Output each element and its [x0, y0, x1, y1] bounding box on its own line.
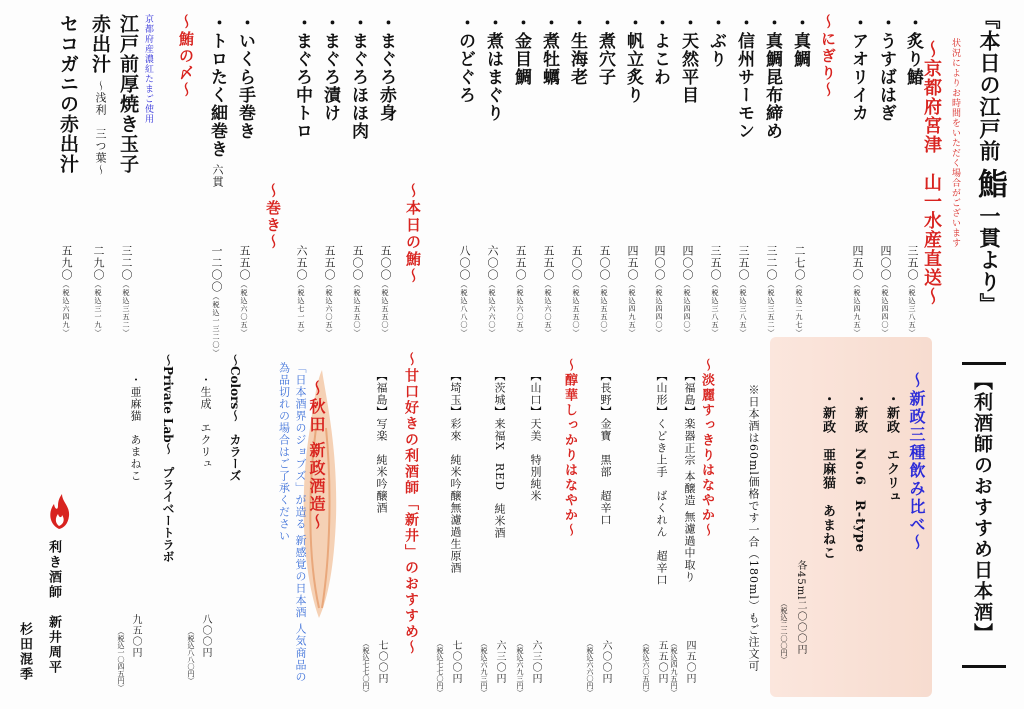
menu-item-price: 五五〇（税込六〇五） [514, 245, 527, 337]
flight-price: 各45ml二〇〇〇円 [795, 560, 806, 656]
lab-price: 九五〇円 [130, 614, 141, 658]
menu-item-tax: （税込五五〇） [572, 281, 580, 337]
sake-tax: （税込六〇五円） [642, 640, 650, 696]
menu-item-price: 三二〇（税込三五二） [765, 245, 778, 337]
lab-title: 〜Private Lab〜 プライベートラボ [161, 354, 175, 563]
sake-price: 六三〇円 [494, 640, 505, 684]
sake-item: 【福島】楽器正宗 本醸造 無濾過中取り [683, 370, 696, 583]
colors-title: 〜Colors〜 カラーズ [228, 354, 242, 482]
menu-item-price: 三二〇（税込三五二） [120, 245, 133, 337]
menu-item-tax: （税込四四〇） [683, 281, 691, 337]
menu-item-tax: （税込三八五） [711, 281, 719, 337]
sake-item: 【山口】天美 特別純米 [529, 370, 542, 502]
cat-light: 〜淡麗すっきりはなやか〜 [699, 358, 714, 538]
menu-item-price: 五五〇（税込六〇五） [542, 245, 555, 337]
menu-item-price: 六五〇（税込七一五） [295, 245, 308, 337]
menu-item-price: 四〇〇（税込四四〇） [653, 245, 666, 337]
akita-label: 〜秋田 新政酒造〜 [307, 380, 326, 532]
menu-item-tax: （税込七一五） [297, 281, 305, 337]
menu-item-price: 四五〇（税込四九五） [626, 245, 639, 337]
menu-item-price: 五〇〇（税込五五〇） [570, 245, 583, 337]
menu-item-price: 五〇〇（税込五五〇） [598, 245, 611, 337]
menu-item-suffix: 〜浅利 三つ葉〜 [94, 80, 107, 176]
sake-tax: （税込六九三円） [516, 640, 524, 696]
menu-item-tax: （税込六〇五） [544, 281, 552, 337]
sake-note: ※日本酒は60ml価格です一合（180ml）もご注文可 [747, 384, 760, 672]
sake-price: 五五〇円 [656, 640, 667, 684]
menu-item-name: ・まぐろ赤身 [376, 14, 396, 122]
menu-item-name: ・真鯛昆布締め [762, 14, 782, 140]
menu-item-tax: （税込三五二） [767, 281, 775, 337]
menu-item-name: ・信州サーモン [734, 14, 754, 140]
menu-item-price: 二七〇（税込二九七） [793, 245, 806, 337]
menu-item-name: ・まぐろほほ肉 [348, 14, 368, 140]
menu-item-name: ・煮牡蠣 [539, 14, 559, 86]
sushi-kanji-brush: 鮨 [972, 168, 1007, 199]
sake-price: 四五〇円 [684, 640, 695, 684]
sake-price: 七〇〇円 [376, 640, 387, 684]
section-tuna: 〜本日の鮪〜 [404, 183, 422, 285]
menu-item-name: ・天然平目 [678, 14, 698, 104]
menu-item-price: 五五〇（税込六〇五） [238, 245, 251, 337]
signature-role: 利き酒師 新井周平 [46, 540, 61, 675]
menu-item-name: ・炙り鰆 [903, 14, 923, 86]
menu-item-tax: （税込八八〇） [460, 281, 468, 337]
sake-item: 【福島】写楽 純米吟醸酒 [375, 370, 388, 514]
menu-item-tax: （税込五五〇） [600, 281, 608, 337]
sake-tax: （税込六九三円） [480, 640, 488, 696]
section-shime: 〜鮪の〆〜 [177, 14, 195, 99]
menu-item-price: 三五〇（税込三八五） [737, 245, 750, 337]
menu-item-tax: （税込六〇五） [516, 281, 524, 337]
sake-price: 六〇〇円 [600, 640, 611, 684]
menu-item-price: 四〇〇（税込四四〇） [879, 245, 892, 337]
sake-price: 七〇〇円 [450, 640, 461, 684]
sake-item: 【埼玉】彩來 純米吟醸無濾過生原酒 [449, 370, 462, 574]
menu-item-price: 三五〇（税込三八五） [709, 245, 722, 337]
menu-item-price: 五〇〇（税込五五〇） [379, 245, 392, 337]
menu-item-price: 四五〇（税込四九五） [851, 245, 864, 337]
menu-item-price: 四〇〇（税込四四〇） [681, 245, 694, 337]
menu-item-tax: （税込六〇五） [325, 281, 333, 337]
colors-price: 八〇〇円 [200, 614, 211, 658]
menu-item-name: ・金目鯛 [511, 14, 531, 86]
menu-item-tax: （税込五五〇） [381, 281, 389, 337]
menu-item-name: セコガニの赤出汁 [57, 14, 79, 174]
section-nigiri: 〜にぎり〜 [819, 14, 837, 99]
flight-item: ・新政 亜麻猫 あまねこ [820, 392, 835, 560]
section-kyoto: 〜京都府宮津 山一水産直送〜 [921, 40, 942, 306]
flight-item: ・新政 エクリュ [884, 392, 899, 504]
cat-sweet: 〜甘口好きの利酒師「新井」のおすすめ〜 [403, 352, 419, 656]
menu-item-tax: （税込四九五） [853, 281, 861, 337]
menu-item-name: ・よこわ [650, 14, 670, 86]
sake-item: 【長野】金寶 黒部 超辛口 [599, 370, 612, 526]
menu-item-name: ・まぐろ中トロ [292, 14, 312, 140]
menu-item-price: 二九〇（税込三一九） [92, 245, 105, 337]
menu-item-tax: （税込五五〇） [353, 281, 361, 337]
menu-item-suffix: 六貫 [211, 164, 224, 188]
flight-tax: （税込二二〇〇円） [780, 600, 788, 663]
menu-item-tax: （税込三五二） [122, 281, 130, 337]
section-maki: 〜巻き〜 [264, 183, 282, 251]
menu-item-tax: （税込六六〇） [488, 281, 496, 337]
sake-tax: （税込七七〇円） [436, 640, 444, 696]
sake-item: 【山形】くどき上手 ばくれん 超辛口 [655, 370, 668, 586]
sake-price: 六三〇円 [530, 640, 541, 684]
signature-artist: 杉田混季 [17, 622, 32, 682]
menu-item-price: 五五〇（税込六〇五） [323, 245, 336, 337]
menu-item-tax: （税込六〇五） [240, 281, 248, 337]
lab-item: ・亜麻猫 あまねこ [129, 374, 142, 482]
menu-item-tax: （税込四四〇） [881, 281, 889, 337]
menu-item-tax: （税込三一九） [94, 281, 102, 337]
menu-item-tax: （税込四九五） [628, 281, 636, 337]
colors-item: ・生成 エクリュ [199, 374, 212, 470]
menu-item-name: ・アオリイカ [848, 14, 868, 122]
menu-item-tax: （税込四四〇） [655, 281, 663, 337]
title-note: 状況によりお時間をいただく場合がございます [950, 38, 960, 248]
colors-tax: （税込八八〇円） [187, 628, 195, 684]
menu-item-tax: （税込一三二〇） [212, 293, 220, 357]
sake-box-title-frame [962, 362, 1006, 668]
flight-title: 〜新政三種飲み比べ〜 [907, 372, 926, 552]
sake-tax: （税込四九五円） [670, 640, 678, 696]
sake-tax: （税込七七〇円） [362, 640, 370, 696]
flame-logo [46, 494, 72, 534]
menu-item-tax: （税込三八五） [908, 281, 916, 337]
menu-item-name: ・いくら手巻き [235, 14, 255, 140]
menu-item-name: ・ぶり [706, 14, 726, 68]
menu-item-name: ・帆立炙り [623, 14, 643, 104]
tamago-note: 京都府産濃紅たまご使用 [143, 14, 153, 124]
sake-tax: （税込六六〇円） [586, 640, 594, 696]
menu-item-name: ・生海老 [567, 14, 587, 86]
menu-item-price: 三五〇（税込三八五） [906, 245, 919, 337]
menu-item-tax: （税込六四九） [62, 281, 70, 337]
sake-item: 【茨城】来福X RED 純米酒 [493, 370, 506, 539]
menu-item-tax: （税込三八五） [739, 281, 747, 337]
menu-item-name: ・トロたく細巻き六貫 [207, 14, 227, 188]
menu-item-name: ・のどぐろ [455, 14, 475, 104]
menu-item-name: 赤出汁〜浅利 三つ葉〜 [89, 14, 111, 176]
menu-item-name: ・煮はまぐり [483, 14, 503, 122]
menu-item-name: 江戸前厚焼き玉子 [117, 14, 139, 174]
menu-item-price: 八〇〇（税込八八〇） [458, 245, 471, 337]
aramasa-note: 「日本酒界のジョブズ」が造る 新感覚の日本酒 人気商品の為品切れの場合はご了承ください [277, 362, 307, 683]
menu-item-tax: （税込二九七） [795, 281, 803, 337]
menu-item-name: ・まぐろ漬け [320, 14, 340, 122]
menu-item-price: 六〇〇（税込六六〇） [486, 245, 499, 337]
menu-item-name: ・うすばはぎ [876, 14, 896, 122]
menu-item-name: ・真鯛 [790, 14, 810, 68]
sake-box-title: 【利酒師のおすすめ日本酒】 [971, 371, 993, 644]
menu-item-price: 五九〇（税込六四九） [60, 245, 73, 337]
page-title: 『本日の江戸前鮨一貫より』 [972, 8, 1007, 315]
cat-rich: 〜醇華しっかりはなやか〜 [562, 358, 577, 538]
menu-item-price: 一二〇〇（税込一三二〇） [210, 245, 223, 357]
menu-item-price: 五〇〇（税込五五〇） [351, 245, 364, 337]
flight-item: ・新政 No.6 R-type [852, 392, 867, 554]
lab-tax: （税込一〇四五円） [117, 628, 125, 691]
menu-item-name: ・煮穴子 [595, 14, 615, 86]
